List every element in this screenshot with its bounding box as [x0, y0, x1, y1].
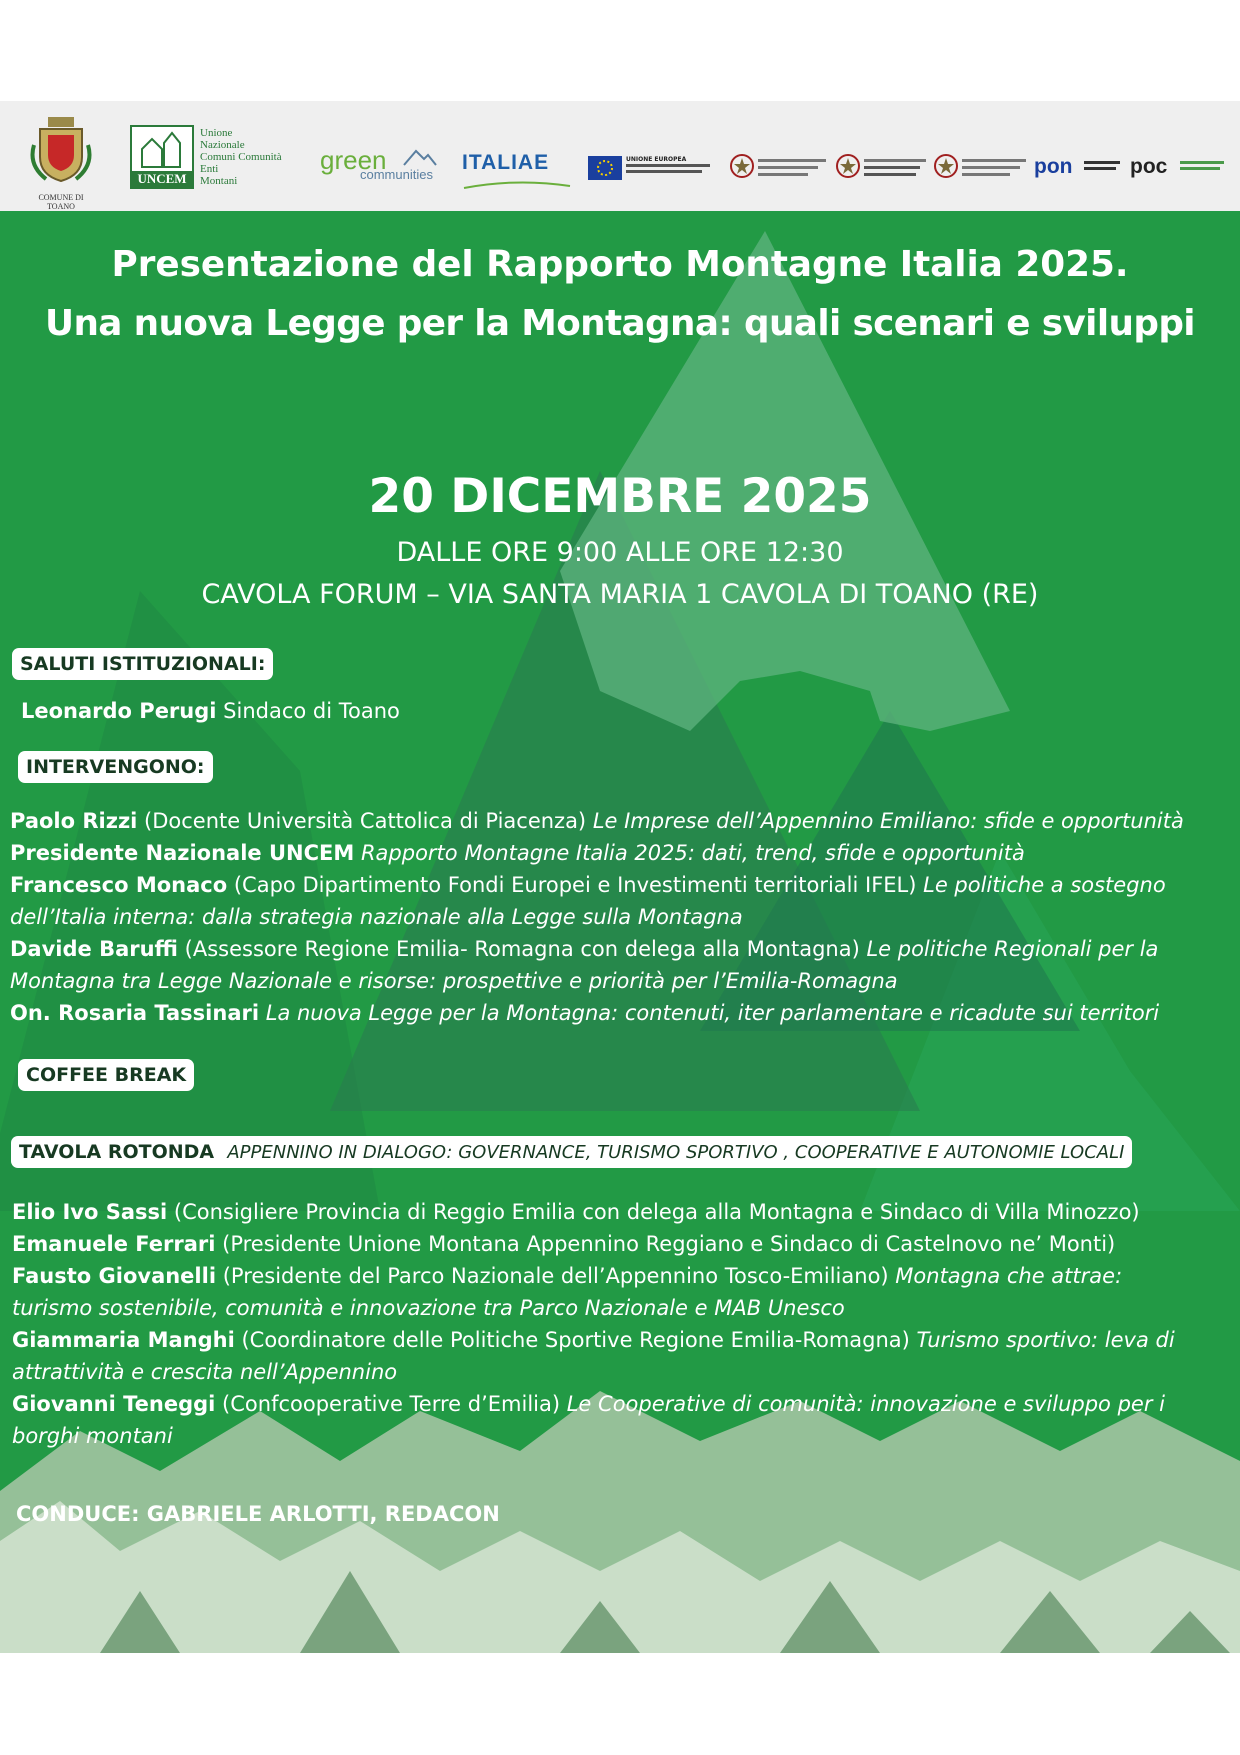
ministry-text-line [758, 166, 818, 169]
saluti-label: SALUTI ISTITUZIONALI: [12, 648, 273, 680]
moderator-line: CONDUCE: GABRIELE ARLOTTI, REDACON [16, 1502, 500, 1526]
tavola-topic: APPENNINO IN DIALOGO: GOVERNANCE, TURISMO SPORTIVO , COOPERATIVE E AUTONOMIE LOCALI [227, 1142, 1125, 1163]
uncem-line: Comuni Comunità [200, 151, 282, 163]
ministry-text-line [864, 166, 920, 169]
poc-text-line [1180, 167, 1220, 170]
speaker-role: (Consigliere Provincia di Reggio Emilia con delega alla Montagna e Sindaco di Villa Minozzo) [167, 1200, 1140, 1224]
uncem-text [200, 127, 282, 187]
republic-emblem-icon [934, 153, 958, 179]
panel-line [12, 1196, 1140, 1228]
uncem-line: Montani [200, 175, 238, 187]
speaker-role: (Confcooperative Terre d’Emilia) [215, 1392, 567, 1416]
ministry-logo-3 [934, 153, 1030, 183]
speaker-name: Elio Ivo Sassi [12, 1200, 168, 1224]
speaker-name: Francesco Monaco [10, 873, 228, 897]
talk-title: Montagna tra Legge Nazionale e risorse: prospettive e priorità per l’Emilia-Romagna [10, 969, 898, 993]
ministry-text-line [758, 159, 826, 162]
eu-flag-icon [588, 156, 622, 180]
uncem-line: Nazionale [200, 139, 245, 151]
ministry-text-line [864, 173, 916, 176]
intervention-line [10, 997, 1159, 1029]
ministry-logo-1 [730, 153, 830, 183]
speaker-name: Paolo Rizzi [10, 809, 138, 833]
intervention-line [10, 965, 898, 997]
comune-label: COMUNE DI TOANO [38, 193, 84, 211]
church-icon [132, 127, 192, 171]
speaker-name: Fausto Giovanelli [12, 1264, 217, 1288]
republic-emblem-icon [730, 153, 754, 179]
logo-bar [0, 101, 1240, 211]
italiae-swoosh-icon [462, 180, 572, 190]
intervengono-label: INTERVENGONO: [18, 751, 213, 783]
ministry-text-line [864, 159, 926, 162]
speaker-name: Giammaria Manghi [12, 1328, 235, 1352]
talk-title: Montagna che attrae: [895, 1264, 1123, 1288]
speaker-role [259, 1001, 266, 1025]
poc-text-line [1180, 161, 1224, 164]
speaker-name: Giovanni Teneggi [12, 1392, 216, 1416]
speaker-role: (Capo Dipartimento Fondi Europei e Investimenti territoriali IFEL) [227, 873, 924, 897]
uncem-line: Enti [200, 163, 219, 175]
intervention-line [10, 901, 743, 933]
speaker-role [354, 841, 361, 865]
panel-line [12, 1324, 1175, 1356]
intervention-line [10, 805, 1184, 837]
green-communities-logo [320, 145, 445, 181]
eu-label: UNIONE EUROPEA [626, 156, 687, 163]
saluti-speaker [21, 695, 400, 727]
speaker-name: Davide Baruffi [10, 937, 178, 961]
speaker-role: (Docente Università Cattolica di Piacenza) [137, 809, 593, 833]
talk-title: turismo sostenibile, comunità e innovazione tra Parco Nazionale e MAB Unesco [12, 1296, 845, 1320]
event-time: DALLE ORE 9:00 ALLE ORE 12:30 [396, 537, 844, 568]
ministry-logo-2 [836, 153, 931, 183]
panel-line [12, 1420, 173, 1452]
panel-line [12, 1228, 1115, 1260]
uncem-logo [130, 125, 300, 191]
ministry-text-line [962, 166, 1020, 169]
panel-line [12, 1356, 397, 1388]
panel-line [12, 1260, 1122, 1292]
intervention-line [10, 933, 1158, 965]
eu-text-line [626, 170, 702, 173]
poc-word: poc [1130, 155, 1168, 178]
talk-title: Rapporto Montagne Italia 2025: dati, trend, sfide e opportunità [360, 841, 1025, 865]
coffee-break-label: COFFEE BREAK [18, 1059, 194, 1091]
talk-title: Le Cooperative di comunità: innovazione e sviluppo per i [566, 1392, 1165, 1416]
talk-title: Turismo sportivo: leva di [916, 1328, 1175, 1352]
tavola-rotonda-bar [11, 1136, 1132, 1168]
speaker-role: (Coordinatore delle Politiche Sportive Regione Emilia-Romagna) [234, 1328, 917, 1352]
pon-word: pon [1034, 155, 1073, 178]
talk-title: La nuova Legge per la Montagna: contenuti, iter parlamentare e ricadute sui territori [265, 1001, 1160, 1025]
talk-title: Le Imprese dell’Appennino Emiliano: sfide e opportunità [592, 809, 1184, 833]
talk-title: borghi montani [12, 1424, 173, 1448]
speaker-name: Presidente Nazionale UNCEM [10, 841, 355, 865]
speaker-role: (Assessore Regione Emilia- Romagna con delega alla Montagna) [177, 937, 867, 961]
pon-logo [1034, 155, 1124, 181]
tavola-label: TAVOLA ROTONDA [19, 1141, 215, 1163]
pon-text-line [1084, 161, 1120, 164]
italiae-logo [462, 151, 572, 191]
pon-text-line [1084, 167, 1116, 170]
coat-of-arms-icon [26, 115, 96, 185]
republic-emblem-icon [836, 153, 860, 179]
speaker-name: Leonardo Perugi [21, 699, 217, 723]
uncem-line: Unione [200, 127, 233, 139]
speaker-name: Emanuele Ferrari [12, 1232, 216, 1256]
talk-title: dell’Italia interna: dalla strategia nazionale alla Legge sulla Montagna [10, 905, 743, 929]
intervention-line [10, 837, 1025, 869]
green-word: green [320, 145, 387, 175]
event-poster [0, 211, 1240, 1653]
speaker-name: On. Rosaria Tassinari [10, 1001, 260, 1025]
speaker-role: (Presidente Unione Montana Appennino Reggiano e Sindaco di Castelnovo ne’ Monti) [215, 1232, 1116, 1256]
poc-logo [1130, 155, 1230, 181]
talk-title: attrattività e crescita nell’Appennino [12, 1360, 398, 1384]
panel-line [12, 1388, 1165, 1420]
event-place: CAVOLA FORUM – VIA SANTA MARIA 1 CAVOLA DI TOANO (RE) [201, 579, 1039, 610]
uncem-emblem [130, 125, 194, 189]
title-line-2: Una nuova Legge per la Montagna: quali scenari e sviluppi [45, 303, 1195, 344]
eu-text-line [626, 164, 710, 167]
uncem-mark: UNCEM [132, 171, 192, 187]
comune-toano-logo [26, 115, 96, 211]
intervention-line [10, 869, 1166, 901]
eu-logo [588, 156, 714, 182]
ministry-text-line [962, 159, 1026, 162]
communities-word: communities [360, 167, 433, 182]
italiae-word: ITALIAE [462, 151, 550, 174]
event-date: 20 DICEMBRE 2025 [368, 469, 872, 524]
talk-title: Le politiche a sostegno [923, 873, 1166, 897]
ministry-text-line [758, 173, 808, 176]
speaker-role: (Presidente del Parco Nazionale dell’Appennino Tosco-Emiliano) [216, 1264, 896, 1288]
panel-line [12, 1292, 845, 1324]
mountain-icon [402, 147, 438, 167]
talk-title: Le politiche Regionali per la [866, 937, 1159, 961]
title-line-1: Presentazione del Rapporto Montagne Italia 2025. [111, 244, 1129, 285]
speaker-role: Sindaco di Toano [216, 699, 400, 723]
ministry-text-line [962, 173, 1010, 176]
